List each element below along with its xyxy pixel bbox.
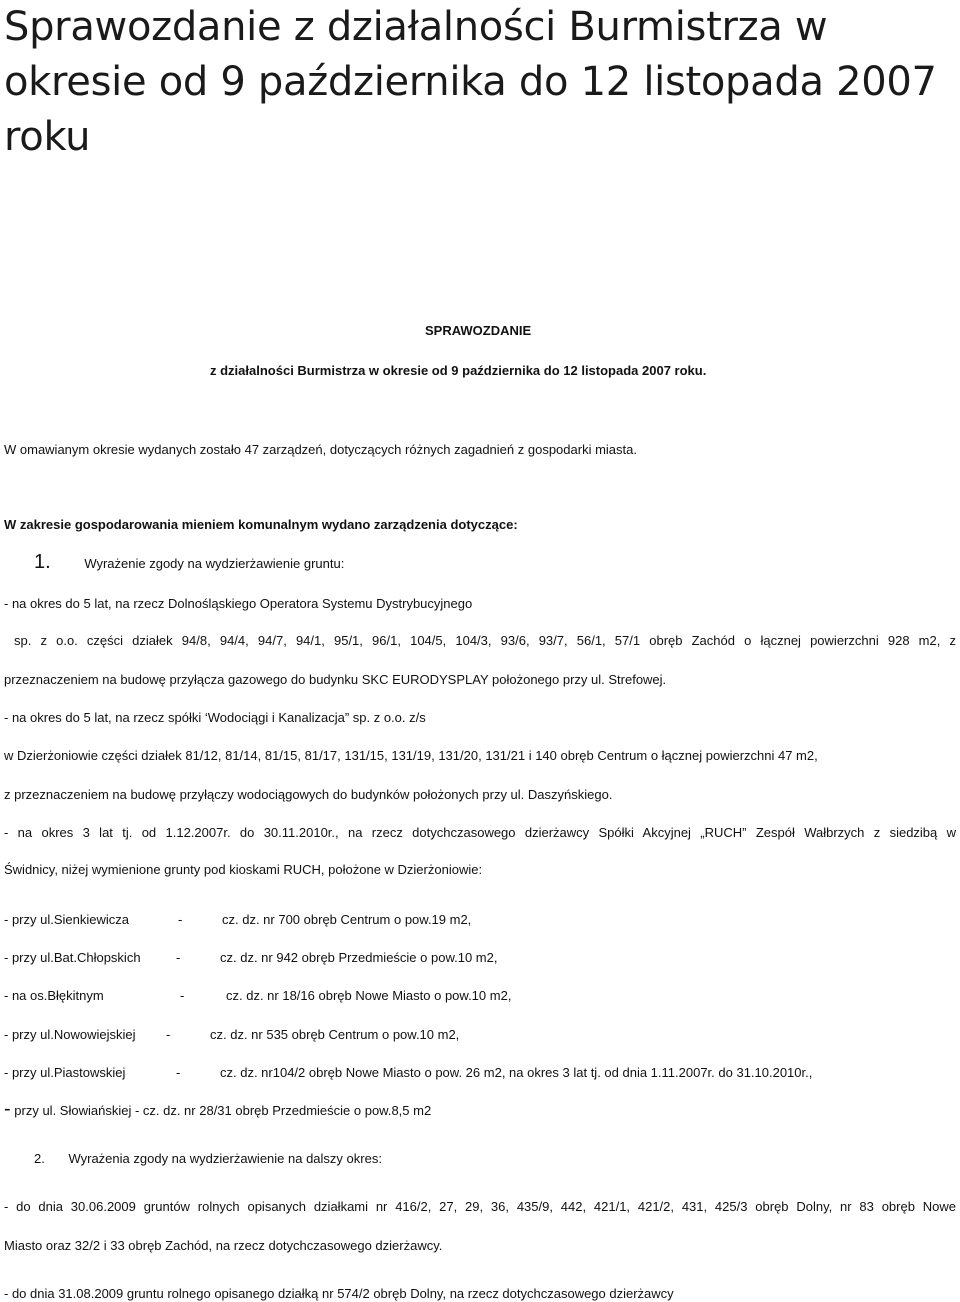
list-item: - przy ul.Nowowiejskiej - cz. dz. nr 535 obręb Centrum o pow.10 m2, — [4, 1027, 460, 1042]
paragraph-dosd: - na okres do 5 lat, na rzecz Dolnośląskiego Operatora Systemu Dystrybucyjnego — [4, 596, 473, 611]
item1-text: Wyrażenie zgody na wydzierżawienie gruntu: — [84, 556, 345, 571]
report-heading: SPRAWOZDANIE — [425, 323, 532, 338]
item1-number: 1. — [34, 551, 51, 573]
paragraph-gas-connection: przeznaczeniem na budowę przyłącza gazowego do budynku SKC EURODYSPLAY położonego przy ul. Strefowej. — [4, 672, 667, 687]
paragraph-ruch-location: Świdnicy, niżej wymienione grunty pod kioskami RUCH, położone w Dzierżoniowie: — [4, 862, 483, 877]
report-subheading: z działalności Burmistrza w okresie od 9 października do 12 listopada 2007 roku. — [210, 363, 707, 378]
paragraph-wik-details: w Dzierżoniowie części działek 81/12, 81/14, 81/15, 81/17, 131/15, 131/19, 131/20, 131/21 i 140 obręb Centrum o łącznej powierzchni 47 m2, — [4, 748, 818, 763]
paragraph-ruch: - na okres 3 lat tj. od 1.12.2007r. do 30.11.2010r., na rzecz dotychczasowego dzierżawcy Spółki Akcyjnej „RUCH” Zespół Wałbrzych z siedzibą w — [4, 825, 956, 840]
paragraph-dosd-details: sp. z o.o. części działek 94/8, 94/4, 94/7, 94/1, 95/1, 96/1, 104/5, 104/3, 93/6, 93/7, 56/1, 57/1 obręb Zachód o łącznej powierzchni 928 m2, z — [14, 633, 956, 648]
document-title: Sprawozdanie z działalności Burmistrza w okresie od 9 października do 12 listopada 2007 roku — [4, 4, 937, 160]
paragraph-wik: - na okres do 5 lat, na rzecz spółki ‘Wodociągi i Kanalizacja” sp. z o.o. z/s — [4, 710, 426, 725]
item2-text: Wyrażenia zgody na wydzierżawienie na dalszy okres: — [68, 1151, 382, 1166]
list-item: - na os.Błękitnym - cz. dz. nr 18/16 obręb Nowe Miasto o pow.10 m2, — [4, 988, 512, 1003]
item1-row — [34, 551, 345, 573]
paragraph-slowianska: - przy ul. Słowiańskiej - cz. dz. nr 28/31 obręb Przedmieście o pow.8,5 m2 — [4, 1098, 432, 1120]
paragraph-extension-2009-06-cont: Miasto oraz 32/2 i 33 obręb Zachód, na rzecz dotychczasowego dzierżawcy. — [4, 1238, 443, 1253]
section-heading: W zakresie gospodarowania mieniem komunalnym wydano zarządzenia dotyczące: — [4, 517, 518, 532]
list-item: - przy ul.Sienkiewicza - cz. dz. nr 700 obręb Centrum o pow.19 m2, — [4, 912, 472, 927]
paragraph-extension-2009-06: - do dnia 30.06.2009 gruntów rolnych opisanych działkami nr 416/2, 27, 29, 36, 435/9, 442, 421/1, 421/2, 431, 425/3 obręb Dolny, nr 83 obręb Nowe — [4, 1199, 956, 1214]
item2-number: 2. — [34, 1151, 45, 1166]
list-item: - przy ul.Piastowskiej - cz. dz. nr104/2 obręb Nowe Miasto o pow. 26 m2, na okres 3 lat tj. od dnia 1.11.2007r. do 31.10.2010r., — [4, 1065, 813, 1080]
paragraph-extension-2009-08: - do dnia 31.08.2009 gruntu rolnego opisanego działką nr 574/2 obręb Dolny, na rzecz dotychczasowego dzierżawcy — [4, 1286, 674, 1301]
list-item: - przy ul.Bat.Chłopskich - cz. dz. nr 942 obręb Przedmieście o pow.10 m2, — [4, 950, 498, 965]
intro-paragraph: W omawianym okresie wydanych zostało 47 zarządzeń, dotyczących różnych zagadnień z gospodarki miasta. — [4, 442, 637, 457]
item2-row — [34, 1151, 382, 1167]
paragraph-water-connection: z przeznaczeniem na budowę przyłączy wodociągowych do budynków położonych przy ul. Daszyńskiego. — [4, 787, 613, 802]
